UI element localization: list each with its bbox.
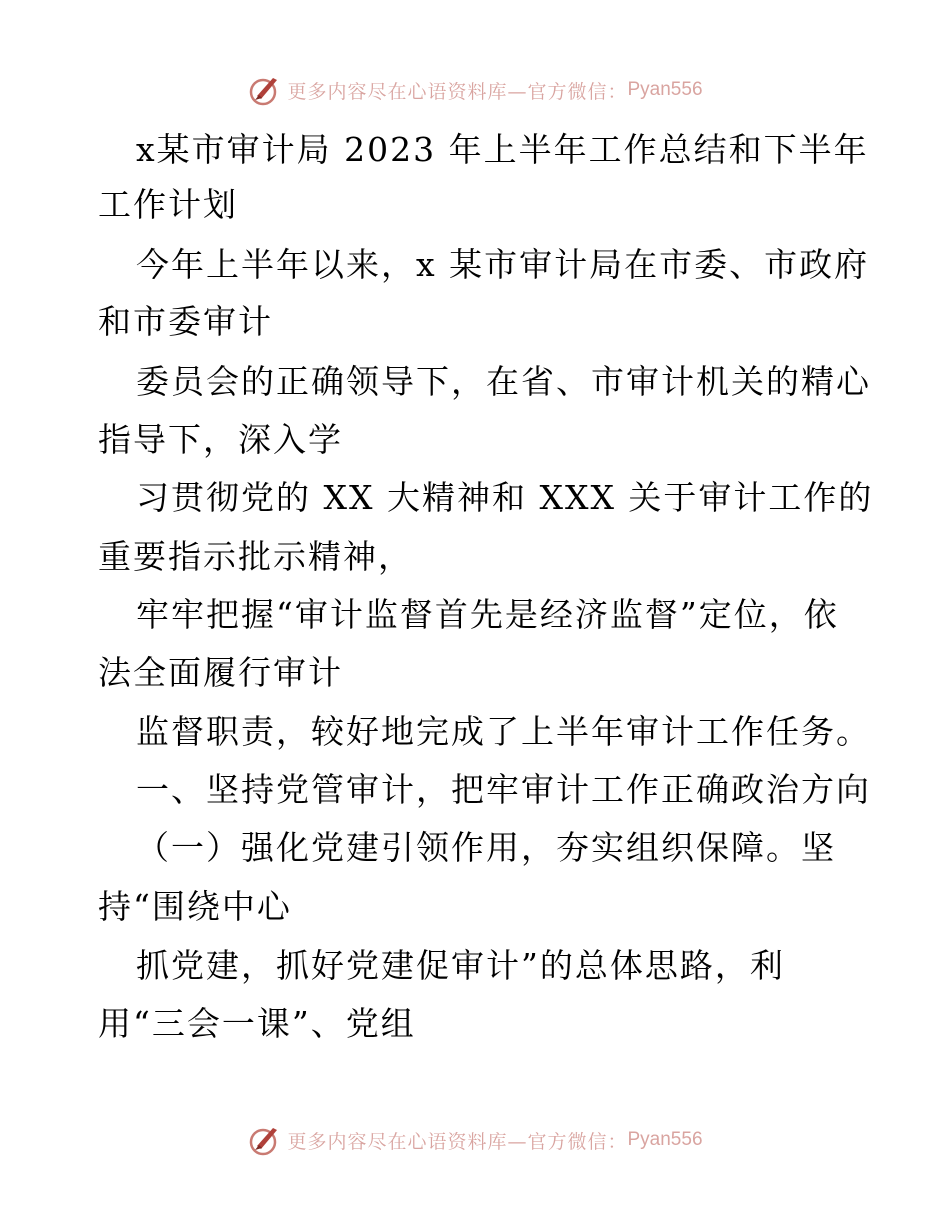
watermark-header bbox=[0, 70, 950, 110]
title-line-1: x某市审计局 2023 年上半年工作总结和下半年 bbox=[136, 130, 869, 169]
watermark-text: 更多内容尽在心语资料库—官方微信： bbox=[287, 1130, 628, 1153]
paragraph-line: 重要指示批示精神， bbox=[98, 537, 413, 576]
subsection-line: （一）强化党建引领作用，夯实组织保障。坚 bbox=[136, 828, 836, 867]
paragraph-line: 牢牢把握“审计监督首先是经济监督”定位，依 bbox=[136, 595, 839, 634]
watermark-wechat-id: Pyan556 bbox=[627, 1129, 703, 1150]
paragraph-line: 监督职责，较好地完成了上半年审计工作任务。 bbox=[136, 712, 871, 751]
paragraph-line: 今年上半年以来，x 某市审计局在市委、市政府 bbox=[136, 245, 870, 284]
paragraph-line: 抓党建，抓好党建促审计”的总体思路，利 bbox=[136, 946, 785, 985]
quill-logo-icon bbox=[247, 1122, 283, 1158]
paragraph-line: 习贯彻党的 XX 大精神和 XXX 关于审计工作的 bbox=[136, 478, 874, 517]
paragraph-line: 指导下，深入学 bbox=[98, 420, 343, 459]
watermark-footer bbox=[0, 1120, 950, 1160]
paragraph-line: 和市委审计 bbox=[98, 302, 273, 341]
paragraph-line: 法全面履行审计 bbox=[98, 653, 343, 692]
section-heading: 一、坚持党管审计，把牢审计工作正确政治方向 bbox=[136, 770, 871, 809]
watermark-text: 更多内容尽在心语资料库—官方微信： bbox=[287, 80, 628, 103]
watermark-wechat-id: Pyan556 bbox=[627, 79, 703, 100]
paragraph-line: 用“三会一课”、党组 bbox=[98, 1004, 416, 1043]
paragraph-line: 委员会的正确领导下，在省、市审计机关的精心 bbox=[136, 362, 871, 401]
title-line-2: 工作计划 bbox=[98, 185, 238, 224]
quill-logo-icon bbox=[247, 72, 283, 108]
paragraph-line: 持“围绕中心 bbox=[98, 887, 292, 926]
